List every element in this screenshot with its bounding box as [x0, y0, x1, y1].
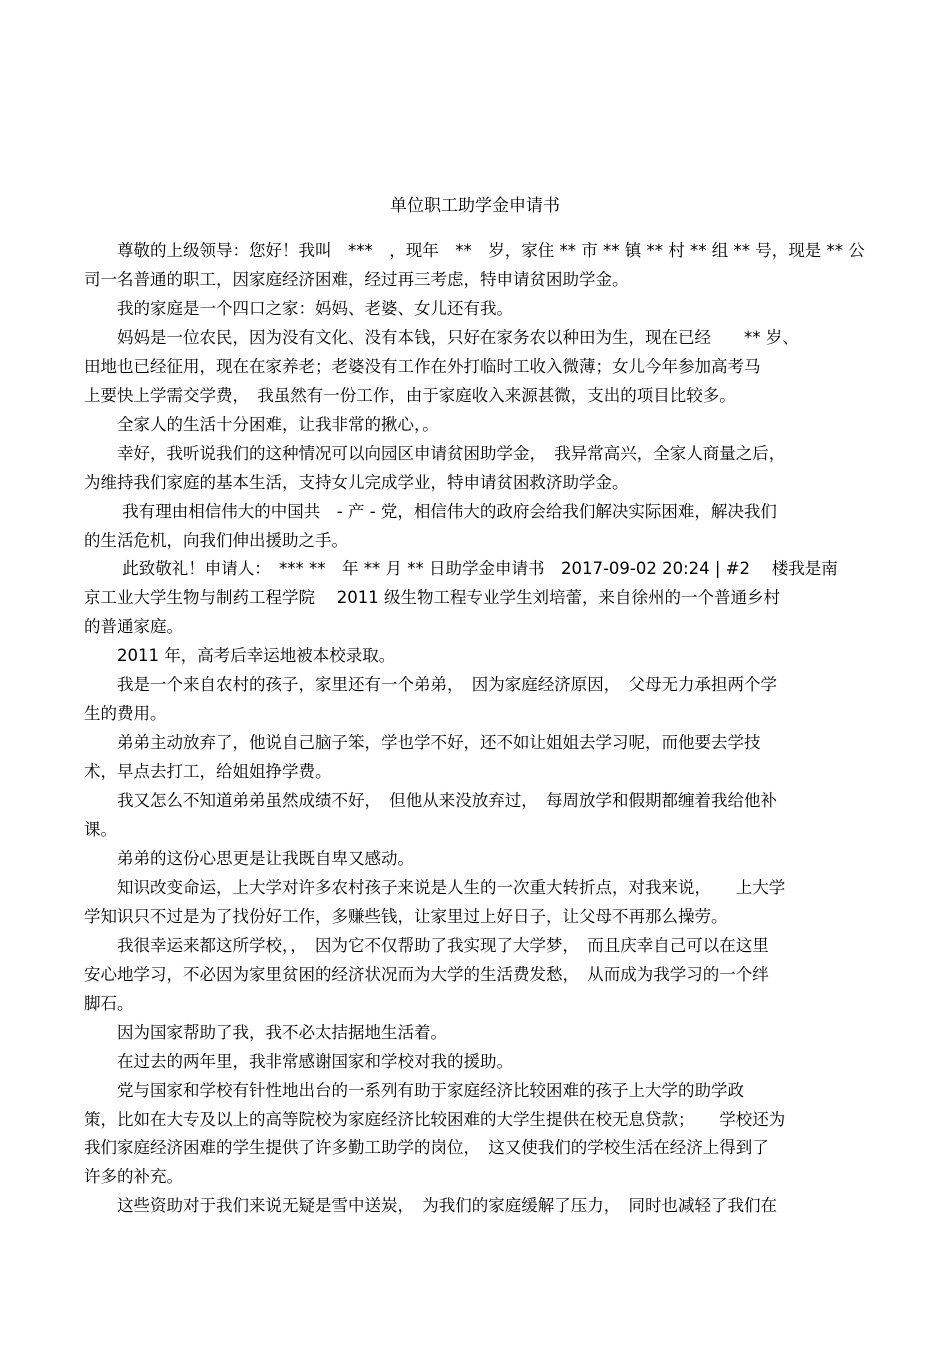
body-text-line: 这些资助对于我们来说无疑是雪中送炭， 为我们的家庭缓解了压力， 同时也减轻了我们在 — [84, 1196, 777, 1216]
body-text-line: 的普通家庭。 — [84, 617, 183, 637]
body-text-line: 我有理由相信伟大的中国共 - 产 - 党，相信伟大的政府会给我们解决实际困难，解决我们 — [84, 501, 777, 521]
body-text-line: 田地也已经征用，现在在家养老；老婆没有工作在外打临时工收入微薄；女儿今年参加高考马 — [84, 356, 761, 376]
body-text-line: 京工业大学生物与制药工程学院 2011 级生物工程专业学生刘培蕾，来自徐州的一个普通乡村 — [84, 588, 780, 608]
body-text-line: 术，早点去打工，给姐姐挣学费。 — [84, 762, 332, 782]
body-text-line: 我是一个来自农村的孩子，家里还有一个弟弟， 因为家庭经济原因， 父母无力承担两个学 — [84, 675, 777, 695]
body-text-line: 我们家庭经济困难的学生提供了许多勤工助学的岗位， 这又使我们的学校生活在经济上得到了 — [84, 1138, 769, 1158]
body-text-line: 上要快上学需交学费， 我虽然有一份工作，由于家庭收入来源甚微，支出的项目比较多。 — [84, 385, 736, 405]
body-text-line: 2011 年，高考后幸运地被本校录取。 — [84, 646, 396, 666]
document-title: 单位职工助学金申请书 — [390, 196, 560, 216]
body-text-line: 的生活危机，向我们伸出援助之手。 — [84, 530, 348, 550]
body-text-line: 幸好，我听说我们的这种情况可以向园区申请贫困助学金， 我异常高兴，全家人商量之后， — [84, 443, 786, 463]
body-text-line: 党与国家和学校有针性地出台的一系列有助于家庭经济比较困难的孩子上大学的助学政 — [84, 1080, 744, 1100]
body-text-line: 生的费用。 — [84, 704, 167, 724]
body-text-line: 因为国家帮助了我，我不必太拮据地生活着。 — [84, 1022, 447, 1042]
body-text-line: 学知识只不过是为了找份好工作，多赚些钱，让家里过上好日子，让父母不再那么操劳。 — [84, 906, 728, 926]
body-text-line: 弟弟主动放弃了，他说自己脑子笨，学也学不好，还不如让姐姐去学习呢，而他要去学技 — [84, 733, 761, 753]
body-text-line: 我很幸运来都这所学校，， 因为它不仅帮助了我实现了大学梦， 而且庆幸自己可以在这里 — [84, 935, 769, 955]
body-text-line: 弟弟的这份心思更是让我既自卑又感动。 — [84, 848, 414, 868]
body-text-line: 全家人的生活十分困难，让我非常的揪心，。 — [84, 414, 439, 434]
body-text-line: 许多的补充。 — [84, 1167, 183, 1187]
body-text-line: 知识改变命运，上大学对许多农村孩子来说是人生的一次重大转折点，对我来说， 上大学 — [84, 877, 786, 897]
body-text-line: 为维持我们家庭的基本生活，支持女儿完成学业，特申请贫困救济助学金。 — [84, 472, 629, 492]
body-text-line: 在过去的两年里，我非常感谢国家和学校对我的援助。 — [84, 1051, 513, 1071]
body-text-line: 策，比如在大专及以上的高等院校为家庭经济比较困难的大学生提供在校无息贷款； 学校还为 — [84, 1109, 786, 1129]
body-text-line: 妈妈是一位农民，因为没有文化、没有本钱，只好在家务农以种田为生，现在已经 ** 岁、 — [84, 327, 799, 347]
body-text-line: 课。 — [84, 820, 117, 839]
body-text-line: 此致敬礼！申请人： *** ** 年 ** 月 ** 日助学金申请书 2017-09-02 20:24 | #2 楼我是南 — [84, 559, 838, 579]
body-text-line: 我又怎么不知道弟弟虽然成绩不好， 但他从来没放弃过， 每周放学和假期都缠着我给他补 — [84, 791, 777, 811]
body-text-line: 司一名普通的职工，因家庭经济困难，经过再三考虑，特申请贫困助学金。 — [84, 269, 629, 289]
body-text-line: 我的家庭是一个四口之家：妈妈、老婆、女儿还有我。 — [84, 298, 513, 318]
body-text-line: 脚石。 — [84, 993, 134, 1013]
body-text-line: 安心地学习，不必因为家里贫困的经济状况而为大学的生活费发愁， 从而成为我学习的一个绊 — [84, 964, 769, 984]
body-text-line: 尊敬的上级领导：您好！我叫 *** ，现年 ** 岁，家住 ** 市 ** 镇 ** 村 ** 组 ** 号，现是 ** 公 — [84, 241, 865, 260]
